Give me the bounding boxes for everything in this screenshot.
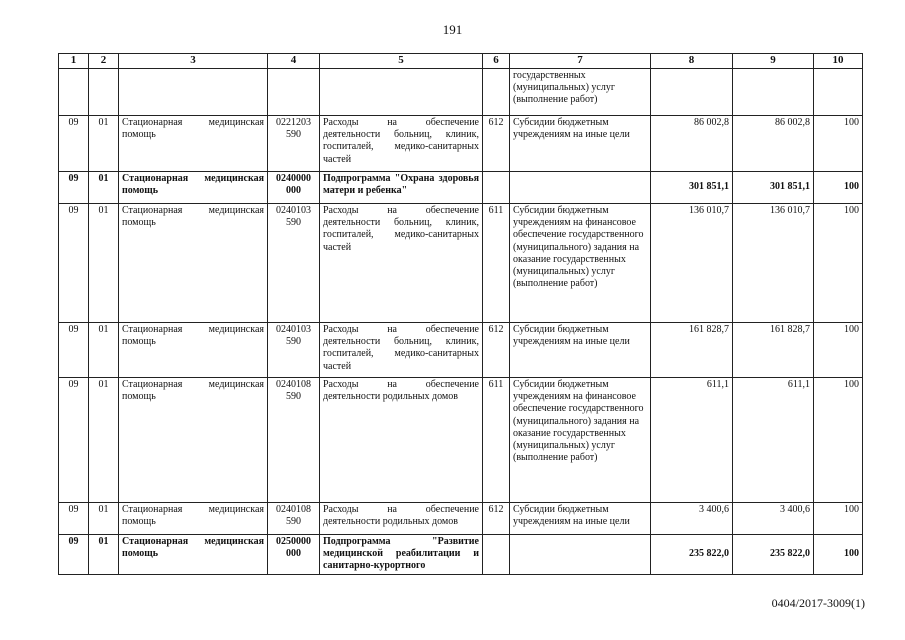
target-article-code — [268, 69, 320, 116]
section-code: 09 — [59, 378, 89, 503]
column-header: 9 — [733, 54, 814, 69]
subsection-code — [89, 69, 119, 116]
column-header: 7 — [510, 54, 651, 69]
expense-description: Расходы на обеспечение деятельности родильных домов — [320, 378, 483, 503]
subsection-code: 01 — [89, 172, 119, 204]
section-name: Стационарная медицинская помощь — [119, 535, 268, 575]
expense-type-code: 611 — [483, 204, 510, 323]
table-row — [59, 69, 863, 116]
target-article-code: 0221203 590 — [268, 116, 320, 172]
expense-description: Подпрограмма "Развитие медицинской реабилитации и санитарно-курортного — [320, 535, 483, 575]
executed-amount — [733, 69, 814, 116]
planned-amount: 235 822,0 — [651, 535, 733, 575]
execution-percent: 100 — [814, 535, 863, 575]
section-code: 09 — [59, 535, 89, 575]
executed-amount: 3 400,6 — [733, 503, 814, 535]
section-name: Стационарная медицинская помощь — [119, 172, 268, 204]
expense-type-name: Субсидии бюджетным учреждениям на иные цели — [510, 323, 651, 378]
column-header: 8 — [651, 54, 733, 69]
section-name: Стационарная медицинская помощь — [119, 503, 268, 535]
executed-amount: 161 828,7 — [733, 323, 814, 378]
expense-type-name — [510, 535, 651, 575]
column-header: 5 — [320, 54, 483, 69]
column-header: 10 — [814, 54, 863, 69]
expense-description — [320, 69, 483, 116]
subsection-code: 01 — [89, 116, 119, 172]
section-name: Стационарная медицинская помощь — [119, 378, 268, 503]
subsection-code: 01 — [89, 535, 119, 575]
expense-type-code: 612 — [483, 503, 510, 535]
expense-description: Расходы на обеспечение деятельности больниц, клиник, госпиталей, медико-санитарных частей — [320, 323, 483, 378]
planned-amount: 301 851,1 — [651, 172, 733, 204]
executed-amount: 301 851,1 — [733, 172, 814, 204]
executed-amount: 235 822,0 — [733, 535, 814, 575]
expense-type-name: Субсидии бюджетным учреждениям на финансовое обеспечение государственного (муниципального) задания на оказание государственных (муниципальных) услуг (выполнение работ) — [510, 378, 651, 503]
expense-type-code: 612 — [483, 323, 510, 378]
execution-percent — [814, 69, 863, 116]
execution-percent: 100 — [814, 204, 863, 323]
table-row — [59, 116, 863, 172]
planned-amount: 136 010,7 — [651, 204, 733, 323]
planned-amount: 161 828,7 — [651, 323, 733, 378]
table-row — [59, 323, 863, 378]
expense-description: Расходы на обеспечение деятельности больниц, клиник, госпиталей, медико-санитарных частей — [320, 116, 483, 172]
section-code: 09 — [59, 323, 89, 378]
section-code: 09 — [59, 503, 89, 535]
expense-type-code: 612 — [483, 116, 510, 172]
section-code: 09 — [59, 116, 89, 172]
column-header: 6 — [483, 54, 510, 69]
table-row — [59, 378, 863, 503]
expense-type-name: Субсидии бюджетным учреждениям на финансовое обеспечение государственного (муниципального) задания на оказание государственных (муниципальных) услуг (выполнение работ) — [510, 204, 651, 323]
expense-type-name: Субсидии бюджетным учреждениям на иные цели — [510, 503, 651, 535]
expense-type-name: Субсидии бюджетным учреждениям на иные цели — [510, 116, 651, 172]
target-article-code: 0240103 590 — [268, 323, 320, 378]
target-article-code: 0240000 000 — [268, 172, 320, 204]
subsection-code: 01 — [89, 204, 119, 323]
table-row — [59, 503, 863, 535]
document-code: 0404/2017-3009(1) — [771, 596, 865, 610]
section-code — [59, 69, 89, 116]
section-name: Стационарная медицинская помощь — [119, 323, 268, 378]
budget-table — [58, 53, 863, 575]
executed-amount: 136 010,7 — [733, 204, 814, 323]
header-row — [59, 54, 863, 69]
table-row — [59, 172, 863, 204]
column-header: 4 — [268, 54, 320, 69]
expense-description: Расходы на обеспечение деятельности больниц, клиник, госпиталей, медико-санитарных частей — [320, 204, 483, 323]
expense-type-code — [483, 69, 510, 116]
execution-percent: 100 — [814, 378, 863, 503]
execution-percent: 100 — [814, 116, 863, 172]
section-name — [119, 69, 268, 116]
execution-percent: 100 — [814, 323, 863, 378]
expense-type-code: 611 — [483, 378, 510, 503]
column-header: 1 — [59, 54, 89, 69]
expense-description: Подпрограмма "Охрана здоровья матери и ребенка" — [320, 172, 483, 204]
expense-description: Расходы на обеспечение деятельности родильных домов — [320, 503, 483, 535]
expense-type-name — [510, 172, 651, 204]
section-code: 09 — [59, 172, 89, 204]
table-body — [59, 69, 863, 575]
target-article-code: 0240108 590 — [268, 503, 320, 535]
subsection-code: 01 — [89, 323, 119, 378]
execution-percent: 100 — [814, 172, 863, 204]
planned-amount: 611,1 — [651, 378, 733, 503]
table-row — [59, 535, 863, 575]
target-article-code: 0240103 590 — [268, 204, 320, 323]
expense-type-code — [483, 172, 510, 204]
expense-type-name: государственных (муниципальных) услуг (выполнение работ) — [510, 69, 651, 116]
subsection-code: 01 — [89, 378, 119, 503]
planned-amount: 86 002,8 — [651, 116, 733, 172]
expense-type-code — [483, 535, 510, 575]
section-code: 09 — [59, 204, 89, 323]
section-name: Стационарная медицинская помощь — [119, 204, 268, 323]
page-number: 191 — [442, 22, 463, 37]
executed-amount: 611,1 — [733, 378, 814, 503]
target-article-code: 0240108 590 — [268, 378, 320, 503]
target-article-code: 0250000 000 — [268, 535, 320, 575]
planned-amount: 3 400,6 — [651, 503, 733, 535]
column-header: 2 — [89, 54, 119, 69]
executed-amount: 86 002,8 — [733, 116, 814, 172]
subsection-code: 01 — [89, 503, 119, 535]
planned-amount — [651, 69, 733, 116]
column-header: 3 — [119, 54, 268, 69]
table-row — [59, 204, 863, 323]
execution-percent: 100 — [814, 503, 863, 535]
section-name: Стационарная медицинская помощь — [119, 116, 268, 172]
